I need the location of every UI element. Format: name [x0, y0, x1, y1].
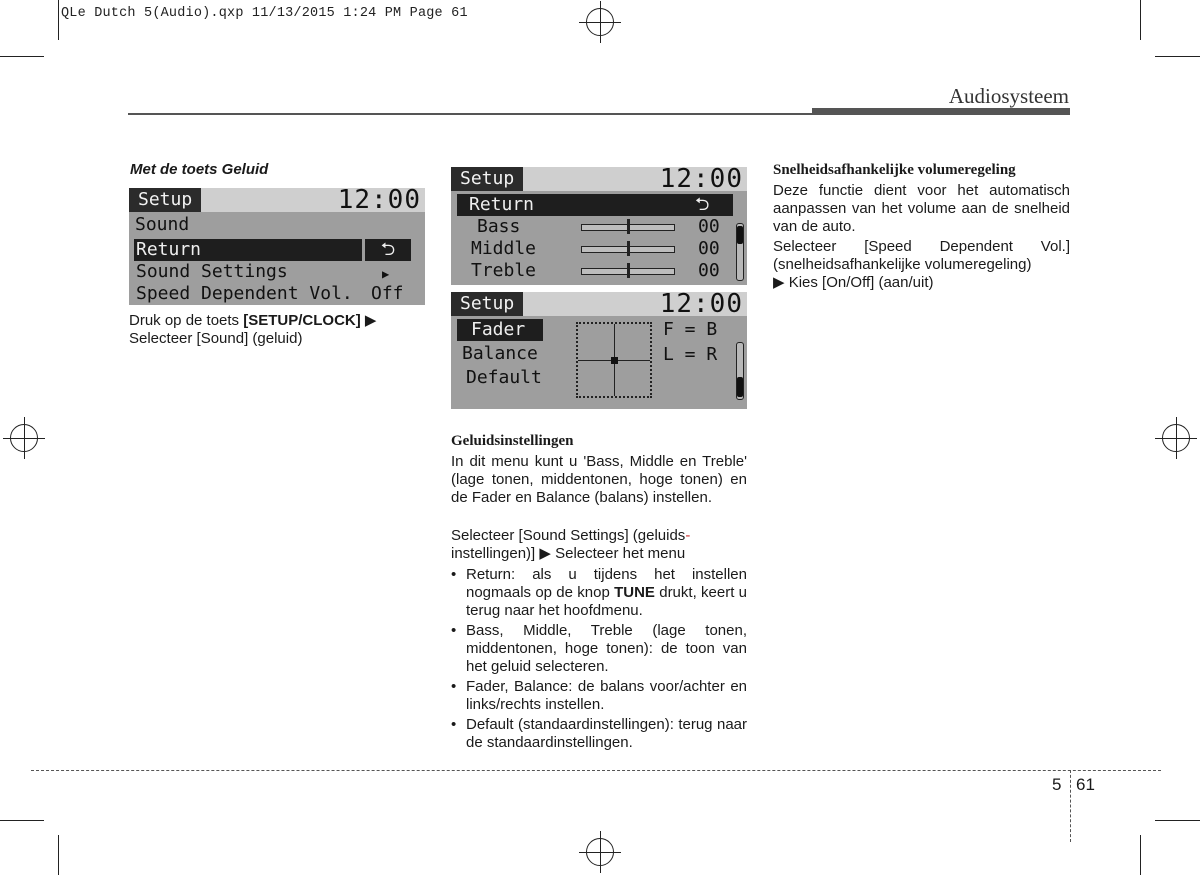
- col2-para1: In dit menu kunt u 'Bass, Middle en Treble' (lage tonen, middentonen, hoge tonen) en de Fader en Balance (balans) instellen.: [451, 453, 747, 506]
- col1-para-suffix: Selecteer [Sound] (geluid): [129, 330, 303, 347]
- lcd-item-treble[interactable]: Treble: [471, 260, 537, 281]
- bullet-text-pre: Return: als u tijdens het instellen nogmaals op de knop: [466, 566, 747, 601]
- crop-mark: [1155, 56, 1200, 57]
- col3-para2-tail: Kies [On/Off] (aan/uit): [784, 274, 934, 291]
- lcd-item-bass[interactable]: Bass: [477, 216, 521, 237]
- registration-mark-icon: [10, 424, 38, 452]
- middle-slider[interactable]: [581, 246, 675, 253]
- return-arrow-icon: ⮌: [695, 194, 710, 215]
- crop-mark: [58, 0, 59, 40]
- balance-value: L = R: [663, 344, 718, 365]
- registration-mark-icon: [586, 838, 614, 866]
- registration-mark-icon: [1162, 424, 1190, 452]
- lcd-clock: 12:00: [659, 292, 743, 319]
- submenu-arrow-icon: ▶: [382, 267, 390, 281]
- crop-mark: [0, 820, 44, 821]
- lcd-scrollbar[interactable]: [736, 342, 744, 400]
- scrollbar-thumb[interactable]: [737, 377, 743, 397]
- bass-value: 00: [698, 216, 720, 237]
- arrow-icon: ▶: [539, 545, 551, 562]
- lcd-fader-balance: [451, 292, 747, 409]
- list-item: [451, 622, 747, 676]
- middle-value: 00: [698, 238, 720, 259]
- lcd-title: Sound: [135, 214, 190, 235]
- lcd-sound-settings: [451, 167, 747, 285]
- bullet-text: Fader, Balance: de balans voor/achter en links/rechts instellen.: [466, 678, 747, 713]
- lcd-clock: 12:00: [659, 167, 743, 194]
- lcd-item-return[interactable]: Return: [134, 239, 362, 261]
- lcd-sound-menu: [129, 188, 425, 305]
- lcd-item-return[interactable]: Return: [457, 194, 733, 216]
- col3-heading: Snelheidsafhankelijke volumeregeling: [773, 162, 1016, 178]
- slider-knob[interactable]: [627, 241, 630, 256]
- slider-knob[interactable]: [627, 263, 630, 278]
- bullet-text-post: drukt, keert u terug naar het hoofdmenu.: [466, 584, 747, 619]
- bullet-text: Bass, Middle, Treble (lage tonen, middentonen, hoge tonen): de toon van het geluid selecteren.: [466, 622, 747, 675]
- fader-value: F = B: [663, 319, 718, 340]
- col1-paragraph: [129, 312, 425, 348]
- col3-para2: [773, 238, 1070, 292]
- treble-slider[interactable]: [581, 268, 675, 275]
- lcd-item-fader[interactable]: Fader: [457, 319, 543, 341]
- return-arrow-icon[interactable]: ⮌: [365, 239, 411, 261]
- lcd-item-sound-settings[interactable]: Sound Settings: [136, 261, 288, 282]
- section-title: Audiosysteem: [948, 84, 1069, 108]
- col3-para2-text: Selecteer [Speed Dependent Vol.] (snelheidsafhankelijke volumeregeling): [773, 238, 1070, 273]
- hyphen: -: [685, 527, 691, 544]
- bullet-text: Default (standaardinstellingen): terug naar de standaardinstellingen.: [466, 716, 747, 751]
- lcd-clock: 12:00: [337, 188, 421, 215]
- balance-point-icon: [611, 357, 618, 364]
- lcd-scrollbar[interactable]: [736, 223, 744, 281]
- header-rule-accent: [812, 108, 1070, 115]
- list-item: [451, 716, 747, 752]
- col2-para2: [451, 527, 747, 563]
- list-item: [451, 566, 747, 620]
- slider-knob[interactable]: [627, 219, 630, 234]
- col2-para2-line1: Selecteer [Sound Settings] (geluids: [451, 527, 686, 544]
- header-rule: [128, 113, 812, 115]
- lcd-setup-tab: Setup: [129, 188, 201, 212]
- footer-rule: [31, 770, 1161, 771]
- page-number: 61: [1076, 775, 1095, 794]
- lcd-item-value-off: Off: [371, 283, 404, 304]
- lcd-item-middle[interactable]: Middle: [471, 238, 537, 259]
- crop-mark: [1140, 0, 1141, 40]
- lcd-item-speed-dependent-vol[interactable]: Speed Dependent Vol.: [136, 283, 353, 304]
- page-number-divider: [1070, 770, 1071, 842]
- col2-heading: Geluidsinstellingen: [451, 433, 574, 449]
- lcd-item-balance[interactable]: Balance: [462, 343, 538, 364]
- bass-slider[interactable]: [581, 224, 675, 231]
- lcd-item-default[interactable]: Default: [466, 367, 542, 388]
- col3-para1: Deze functie dient voor het automatisch aanpassen van het volume aan de snelheid van de auto.: [773, 182, 1070, 235]
- arrow-icon: ▶: [364, 312, 377, 329]
- fader-balance-grid[interactable]: [576, 322, 652, 398]
- crop-mark: [58, 835, 59, 875]
- chapter-number: 5: [1052, 775, 1062, 794]
- lcd-setup-tab: Setup: [451, 292, 523, 316]
- print-slug: QLe Dutch 5(Audio).qxp 11/13/2015 1:24 PM Page 61: [61, 6, 468, 21]
- col2-para2-tail: Selecteer het menu: [550, 545, 686, 562]
- tune-key: TUNE: [614, 584, 655, 601]
- col2-bullet-list: [451, 566, 747, 754]
- crop-mark: [0, 56, 44, 57]
- treble-value: 00: [698, 260, 720, 281]
- col1-heading: Met de toets Geluid: [130, 161, 269, 178]
- list-item: [451, 678, 747, 714]
- crop-mark: [1155, 820, 1200, 821]
- col1-para-prefix: Druk op de toets: [129, 312, 244, 329]
- setup-clock-key: [SETUP/CLOCK]: [243, 312, 361, 329]
- registration-mark-icon: [586, 8, 614, 36]
- arrow-icon: ▶: [773, 274, 785, 291]
- scrollbar-thumb[interactable]: [737, 226, 743, 244]
- crop-mark: [1140, 835, 1141, 875]
- lcd-setup-tab: Setup: [451, 167, 523, 191]
- col2-para2-line2: instellingen)]: [451, 545, 536, 562]
